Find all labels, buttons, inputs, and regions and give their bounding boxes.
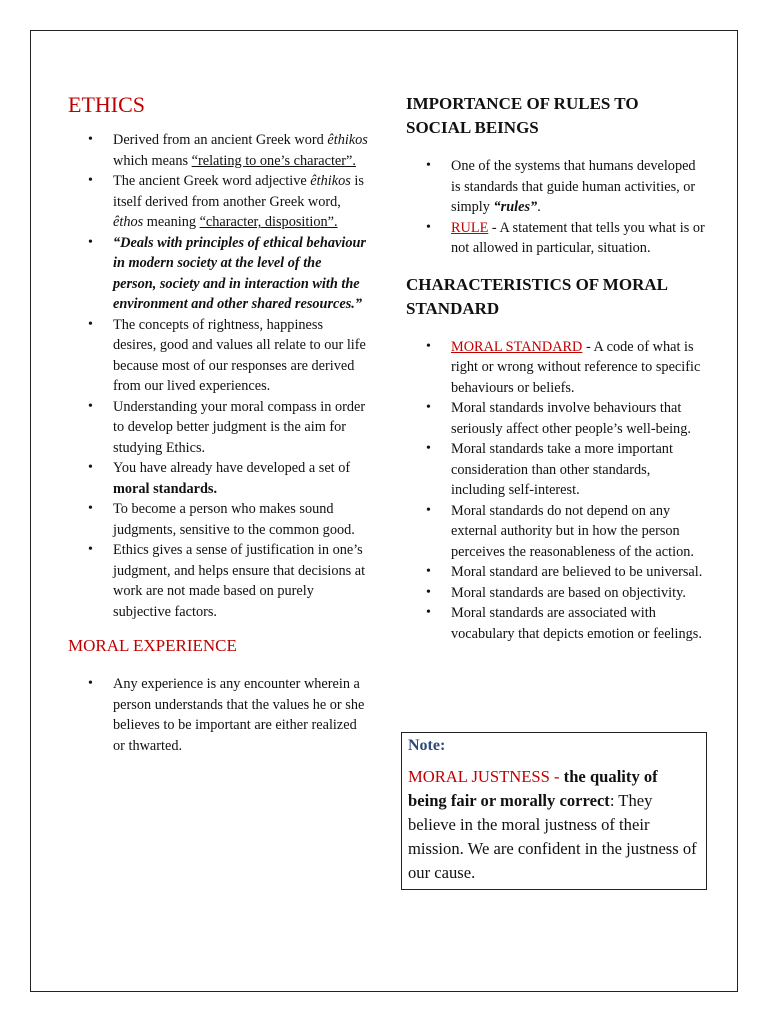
note-body: MORAL JUSTNESS - the quality of being fair or morally correct: They believe in the moral justness of their mission. We are confident in the justness of our cause. [408, 767, 697, 882]
list-item: • “Deals with principles of ethical behaviour in modern society at the level of the person, society and in interaction with the environment and other shared resources.” [68, 233, 368, 315]
list-item: • Moral standard are believed to be universal. [406, 562, 706, 583]
right-column [406, 92, 706, 644]
list-item: • Ethics gives a sense of justification in one’s judgment, and helps ensure that decisions at work are not made based on purely subjective factors. [68, 540, 368, 622]
list-item: • One of the systems that humans developed is standards that guide human activities, or simply “rules”. [406, 156, 706, 218]
list-item: • Moral standards are based on objectivity. [406, 583, 706, 604]
ethics-list [68, 130, 368, 622]
list-item: • RULE - A statement that tells you what is or not allowed in particular, situation. [406, 218, 706, 259]
moral-experience-heading: MORAL EXPERIENCE [68, 636, 237, 656]
rules-list [406, 156, 706, 259]
rule-term: RULE [451, 219, 489, 236]
list-item: • The concepts of rightness, happiness desires, good and values all relate to our life because most of our responses are derived from our lived experiences. [68, 315, 368, 397]
left-column [68, 92, 368, 756]
note-title: Note: [408, 737, 446, 754]
list-item: • Any experience is any encounter wherein a person understands that the values he or she believes to be important are either realized or thwarted. [68, 674, 368, 756]
moral-experience-list [68, 674, 368, 756]
list-item: • Moral standards do not depend on any external authority but in how the person perceives the reasonableness of the action. [406, 501, 706, 563]
ethics-heading: ETHICS [68, 92, 145, 117]
note-box [401, 732, 707, 890]
list-item: • To become a person who makes sound judgments, sensitive to the common good. [68, 499, 368, 540]
moral-standard-term: MORAL STANDARD [451, 338, 583, 355]
list-item: • Moral standards are associated with vocabulary that depicts emotion or feelings. [406, 603, 706, 644]
list-item: • Understanding your moral compass in order to develop better judgment is the aim for studying Ethics. [68, 397, 368, 459]
characteristics-heading: CHARACTERISTICS OF MORAL STANDARD [406, 274, 668, 318]
list-item: • The ancient Greek word adjective êthikos is itself derived from another Greek word, êthos meaning “character, disposition”. [68, 171, 368, 233]
rules-heading: IMPORTANCE OF RULES TO SOCIAL BEINGS [406, 94, 639, 137]
moral-justness-term: MORAL JUSTNESS [408, 767, 550, 786]
list-item: • MORAL STANDARD - A code of what is right or wrong without reference to specific behaviours or beliefs. [406, 337, 706, 399]
characteristics-list [406, 337, 706, 645]
list-item: • You have already have developed a set of moral standards. [68, 458, 368, 499]
list-item: • Moral standards take a more important consideration than other standards, including self-interest. [406, 439, 706, 501]
list-item: • Moral standards involve behaviours that seriously affect other people’s well-being. [406, 398, 706, 439]
list-item: • Derived from an ancient Greek word êthikos which means “relating to one’s character”. [68, 130, 368, 171]
